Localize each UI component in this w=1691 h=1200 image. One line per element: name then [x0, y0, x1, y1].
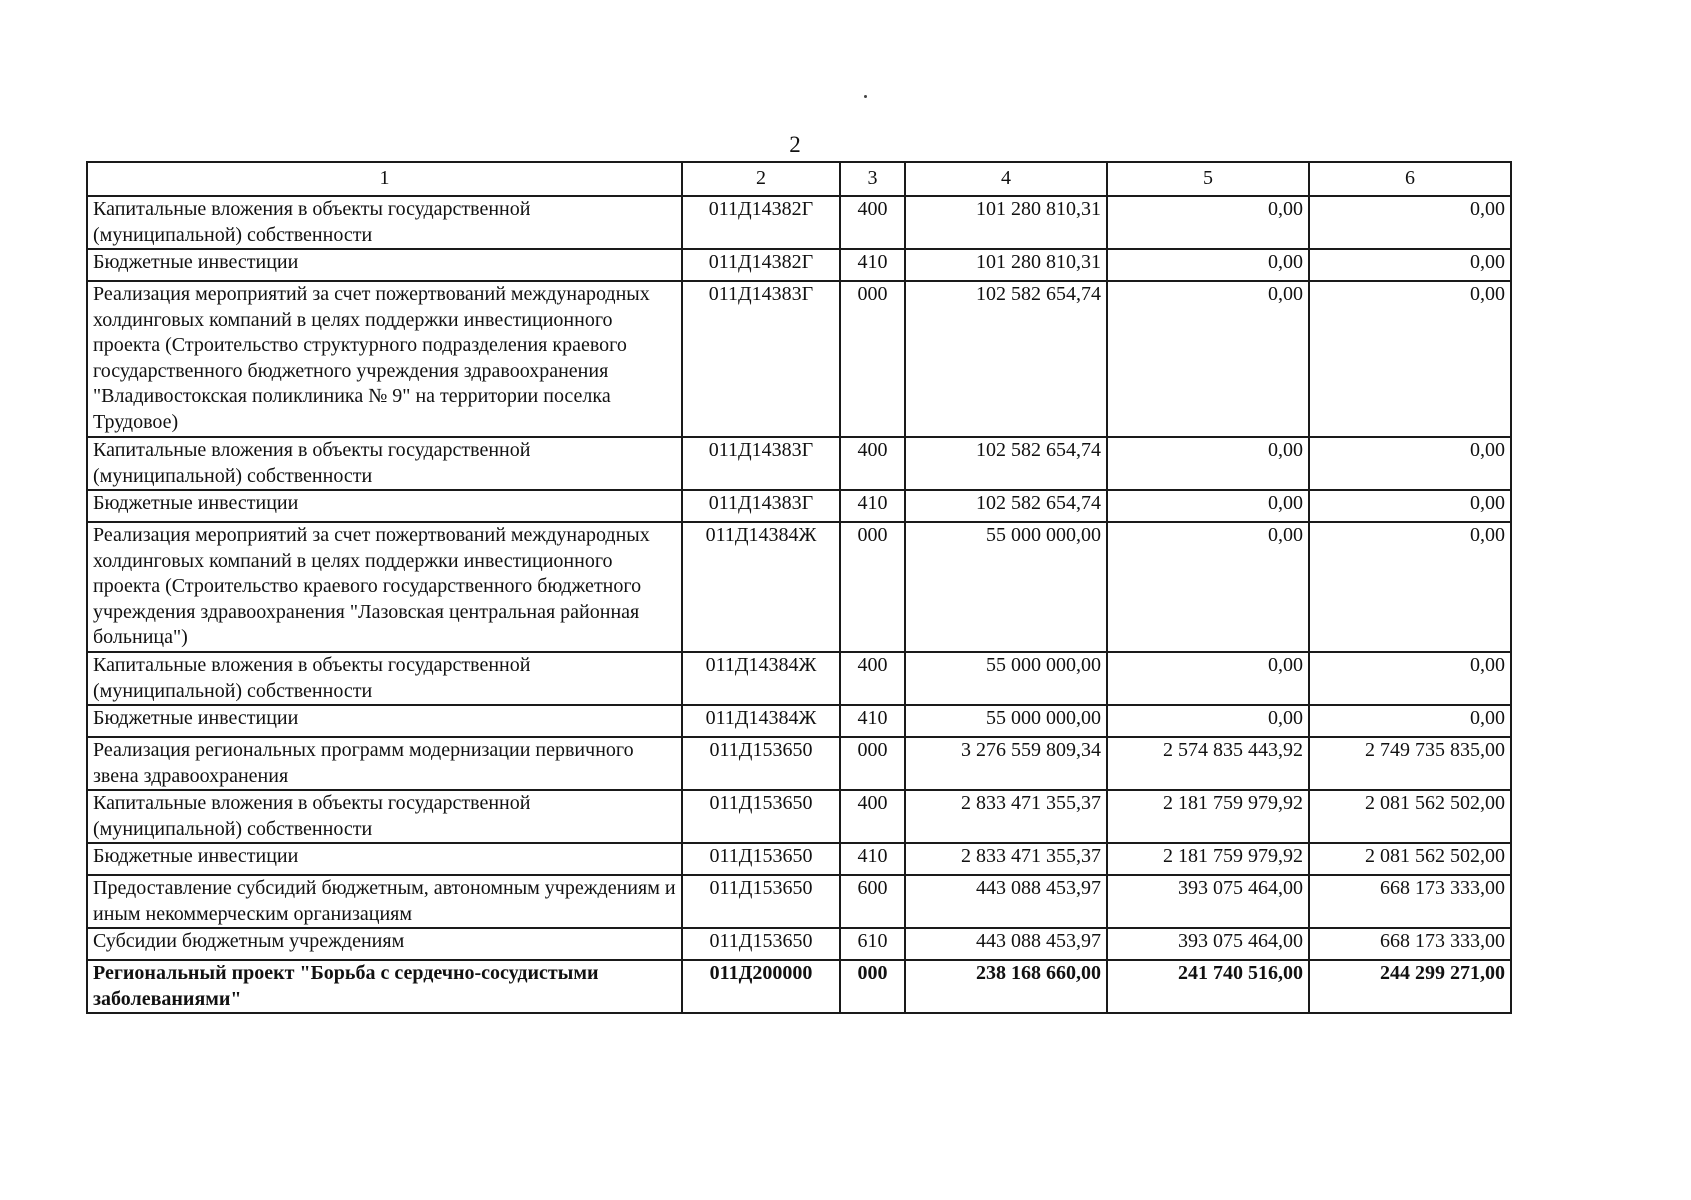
row-name: Капитальные вложения в объекты государственной (муниципальной) собственности: [87, 790, 682, 843]
row-value-4: 55 000 000,00: [905, 522, 1107, 652]
table-row: [87, 790, 1511, 843]
row-code: 011Д14383Г: [682, 437, 840, 490]
row-code: 011Д153650: [682, 875, 840, 928]
table-row: [87, 281, 1511, 437]
row-code: 011Д153650: [682, 790, 840, 843]
table-row: [87, 843, 1511, 875]
column-header-2: 2: [682, 162, 840, 196]
row-value-4: 102 582 654,74: [905, 281, 1107, 437]
row-value-5: 2 181 759 979,92: [1107, 843, 1309, 875]
row-value-6: 0,00: [1309, 705, 1511, 737]
row-value-5: 0,00: [1107, 437, 1309, 490]
column-header-5: 5: [1107, 162, 1309, 196]
table-row: [87, 437, 1511, 490]
row-code: 011Д14384Ж: [682, 652, 840, 705]
row-value-4: 101 280 810,31: [905, 249, 1107, 281]
row-expense-type: 410: [840, 705, 905, 737]
table-row: [87, 249, 1511, 281]
column-header-6: 6: [1309, 162, 1511, 196]
row-value-6: 0,00: [1309, 652, 1511, 705]
row-code: 011Д14384Ж: [682, 522, 840, 652]
row-value-4: 443 088 453,97: [905, 928, 1107, 960]
table-row: [87, 737, 1511, 790]
column-header-4: 4: [905, 162, 1107, 196]
row-value-5: 2 181 759 979,92: [1107, 790, 1309, 843]
row-expense-type: 000: [840, 281, 905, 437]
row-expense-type: 600: [840, 875, 905, 928]
row-expense-type: 400: [840, 652, 905, 705]
row-value-5: 393 075 464,00: [1107, 875, 1309, 928]
row-value-6: 668 173 333,00: [1309, 875, 1511, 928]
table-row: [87, 522, 1511, 652]
row-value-4: 102 582 654,74: [905, 437, 1107, 490]
row-expense-type: 000: [840, 737, 905, 790]
row-value-5: 0,00: [1107, 490, 1309, 522]
row-expense-type: 400: [840, 196, 905, 249]
row-code: 011Д14383Г: [682, 281, 840, 437]
row-value-6: 0,00: [1309, 249, 1511, 281]
scan-dot-mark: [864, 95, 867, 98]
row-code: 011Д153650: [682, 928, 840, 960]
row-value-6: 0,00: [1309, 437, 1511, 490]
row-value-5: 0,00: [1107, 196, 1309, 249]
row-expense-type: 000: [840, 522, 905, 652]
row-value-6: 0,00: [1309, 522, 1511, 652]
row-code: 011Д14383Г: [682, 490, 840, 522]
row-expense-type: 610: [840, 928, 905, 960]
row-expense-type: 400: [840, 790, 905, 843]
row-value-5: 2 574 835 443,92: [1107, 737, 1309, 790]
table-row: [87, 490, 1511, 522]
row-expense-type: 410: [840, 249, 905, 281]
budget-table: [86, 161, 1512, 1014]
row-value-6: 0,00: [1309, 196, 1511, 249]
column-header-3: 3: [840, 162, 905, 196]
row-value-4: 55 000 000,00: [905, 705, 1107, 737]
row-name: Бюджетные инвестиции: [87, 490, 682, 522]
column-number-row: [87, 162, 1511, 196]
row-value-5: 241 740 516,00: [1107, 960, 1309, 1013]
row-value-4: 2 833 471 355,37: [905, 790, 1107, 843]
row-value-6: 0,00: [1309, 490, 1511, 522]
row-value-4: 55 000 000,00: [905, 652, 1107, 705]
table-row: [87, 705, 1511, 737]
row-value-5: 0,00: [1107, 705, 1309, 737]
row-name: Реализация мероприятий за счет пожертвований международных холдинговых компаний в целях поддержки инвестиционного проекта (Строительство краевого государственного бюджетного учреждения здравоохранения "Лазовская центральная районная больница"): [87, 522, 682, 652]
row-name: Реализация мероприятий за счет пожертвований международных холдинговых компаний в целях поддержки инвестиционного проекта (Строительство структурного подразделения краевого государственного бюджетного учреждения здравоохранения "Владивостокская поликлиника № 9" на территории поселка Трудовое): [87, 281, 682, 437]
row-value-4: 443 088 453,97: [905, 875, 1107, 928]
page-number: 2: [789, 132, 801, 157]
row-name: Капитальные вложения в объекты государственной (муниципальной) собственности: [87, 196, 682, 249]
row-value-6: 0,00: [1309, 281, 1511, 437]
row-value-6: 2 081 562 502,00: [1309, 790, 1511, 843]
row-expense-type: 000: [840, 960, 905, 1013]
row-value-5: 0,00: [1107, 522, 1309, 652]
row-name: Капитальные вложения в объекты государственной (муниципальной) собственности: [87, 652, 682, 705]
row-code: 011Д14384Ж: [682, 705, 840, 737]
row-code: 011Д200000: [682, 960, 840, 1013]
row-value-4: 2 833 471 355,37: [905, 843, 1107, 875]
row-name: Капитальные вложения в объекты государственной (муниципальной) собственности: [87, 437, 682, 490]
row-value-4: 3 276 559 809,34: [905, 737, 1107, 790]
row-name: Предоставление субсидий бюджетным, автономным учреждениям и иным некоммерческим организациям: [87, 875, 682, 928]
row-value-4: 238 168 660,00: [905, 960, 1107, 1013]
column-header-1: 1: [87, 162, 682, 196]
row-name: Реализация региональных программ модернизации первичного звена здравоохранения: [87, 737, 682, 790]
row-value-6: 2 081 562 502,00: [1309, 843, 1511, 875]
row-value-6: 244 299 271,00: [1309, 960, 1511, 1013]
row-value-5: 0,00: [1107, 249, 1309, 281]
row-name: Субсидии бюджетным учреждениям: [87, 928, 682, 960]
row-expense-type: 400: [840, 437, 905, 490]
row-code: 011Д14382Г: [682, 249, 840, 281]
table-row: [87, 875, 1511, 928]
row-value-4: 101 280 810,31: [905, 196, 1107, 249]
row-value-4: 102 582 654,74: [905, 490, 1107, 522]
row-value-5: 0,00: [1107, 281, 1309, 437]
row-expense-type: 410: [840, 490, 905, 522]
row-value-6: 2 749 735 835,00: [1309, 737, 1511, 790]
row-expense-type: 410: [840, 843, 905, 875]
row-value-6: 668 173 333,00: [1309, 928, 1511, 960]
table-row: [87, 928, 1511, 960]
row-name: Региональный проект "Борьба с сердечно-сосудистыми заболеваниями": [87, 960, 682, 1013]
row-code: 011Д14382Г: [682, 196, 840, 249]
row-name: Бюджетные инвестиции: [87, 843, 682, 875]
row-value-5: 0,00: [1107, 652, 1309, 705]
row-name: Бюджетные инвестиции: [87, 249, 682, 281]
row-code: 011Д153650: [682, 737, 840, 790]
row-name: Бюджетные инвестиции: [87, 705, 682, 737]
row-value-5: 393 075 464,00: [1107, 928, 1309, 960]
row-code: 011Д153650: [682, 843, 840, 875]
table-row-project-total: [87, 960, 1511, 1013]
table-row: [87, 196, 1511, 249]
table-row: [87, 652, 1511, 705]
